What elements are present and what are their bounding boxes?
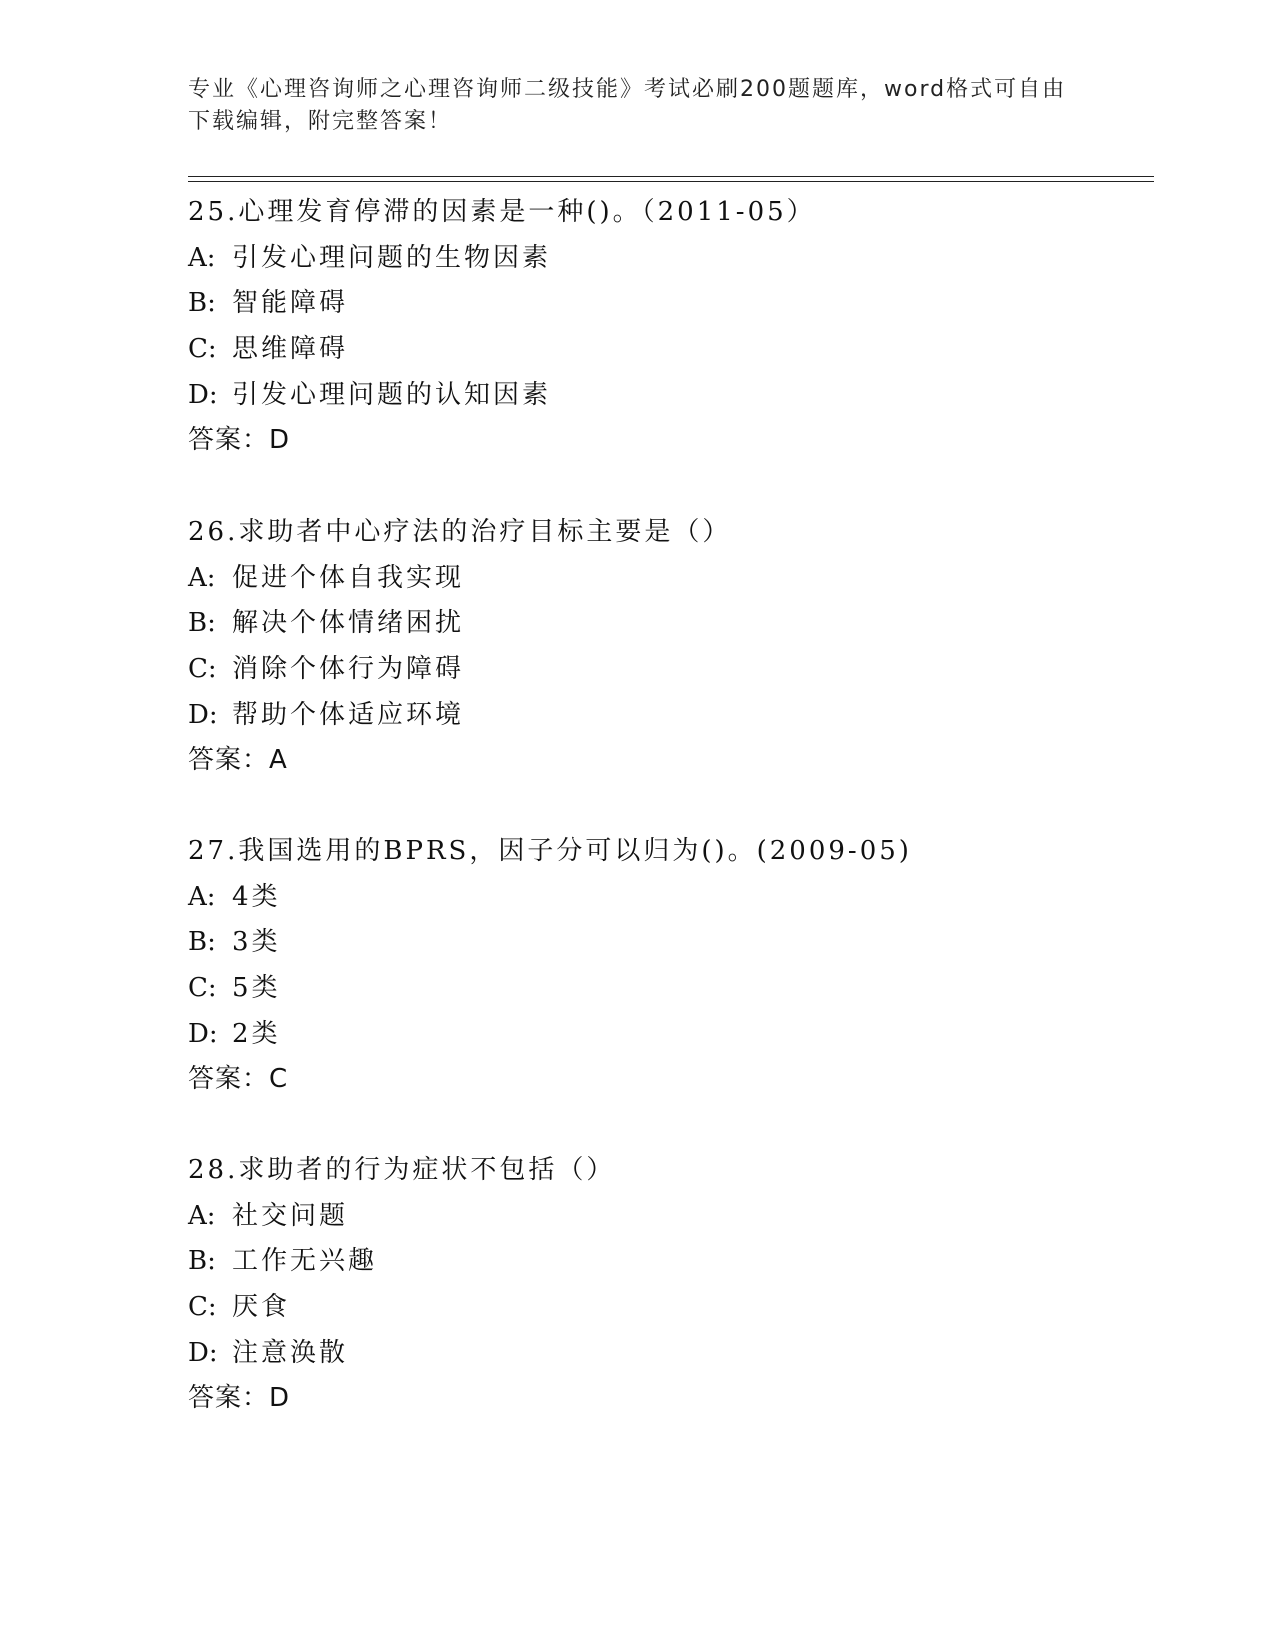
option-letter: C: <box>188 1292 217 1323</box>
option-text: 社交问题 <box>232 1200 349 1231</box>
option-text: 3类 <box>232 927 281 958</box>
option-letter: A: <box>188 242 216 273</box>
option-c <box>188 647 1148 693</box>
option-b <box>188 920 1148 966</box>
option-text: 帮助个体适应环境 <box>232 699 465 730</box>
question-26 <box>188 510 1148 784</box>
option-letter: D: <box>188 1018 218 1049</box>
document-header: 专业《心理咨询师之心理咨询师二级技能》考试必刷200题题库，word格式可自由下载编辑，附完整答案！ <box>188 77 1067 134</box>
option-d <box>188 373 1148 419</box>
option-c <box>188 327 1148 373</box>
option-a <box>188 236 1148 282</box>
answer-line: 答案：C <box>188 1064 289 1095</box>
option-letter: B: <box>188 927 216 958</box>
option-text: 解决个体情绪困扰 <box>232 608 465 639</box>
option-c <box>188 1285 1148 1331</box>
option-letter: C: <box>188 654 217 685</box>
option-text: 促进个体自我实现 <box>232 562 465 593</box>
option-d <box>188 1331 1148 1377</box>
option-letter: D: <box>188 379 218 410</box>
option-letter: C: <box>188 334 217 365</box>
option-letter: B: <box>188 608 216 639</box>
option-d <box>188 1012 1148 1058</box>
question-stem: 27.我国选用的BPRS，因子分可以归为()。(2009-05) <box>188 836 912 866</box>
option-text: 5类 <box>232 973 281 1004</box>
option-letter: D: <box>188 1337 218 1368</box>
header-divider-bottom <box>188 181 1154 182</box>
option-text: 注意涣散 <box>232 1337 349 1368</box>
option-text: 2类 <box>232 1018 281 1049</box>
option-d <box>188 693 1148 739</box>
question-stem: 26.求助者中心疗法的治疗目标主要是（） <box>188 517 732 547</box>
option-b <box>188 281 1148 327</box>
answer-line: 答案：A <box>188 745 288 776</box>
option-c <box>188 966 1148 1012</box>
option-text: 智能障碍 <box>232 288 349 319</box>
option-letter: A: <box>188 1200 216 1231</box>
option-text: 工作无兴趣 <box>232 1246 378 1277</box>
option-text: 引发心理问题的生物因素 <box>232 242 552 273</box>
option-a <box>188 1194 1148 1240</box>
option-letter: A: <box>188 562 216 593</box>
answer-line: 答案：D <box>188 1383 291 1414</box>
option-a <box>188 875 1148 921</box>
option-text: 厌食 <box>232 1292 291 1323</box>
option-text: 4类 <box>232 881 281 912</box>
option-text: 消除个体行为障碍 <box>232 654 465 685</box>
question-stem: 28.求助者的行为症状不包括（） <box>188 1155 616 1185</box>
option-text: 引发心理问题的认知因素 <box>232 379 552 410</box>
option-letter: A: <box>188 881 216 912</box>
option-text: 思维障碍 <box>232 334 349 365</box>
option-b <box>188 601 1148 647</box>
question-27 <box>188 829 1148 1103</box>
answer-line: 答案：D <box>188 425 291 456</box>
question-25 <box>188 190 1148 464</box>
question-stem: 25.心理发育停滞的因素是一种()。（2011-05） <box>188 197 816 227</box>
option-a <box>188 556 1148 602</box>
option-b <box>188 1239 1148 1285</box>
option-letter: D: <box>188 699 218 730</box>
option-letter: C: <box>188 973 217 1004</box>
header-divider-top <box>188 176 1154 177</box>
question-28 <box>188 1148 1148 1422</box>
option-letter: B: <box>188 288 216 319</box>
option-letter: B: <box>188 1246 216 1277</box>
